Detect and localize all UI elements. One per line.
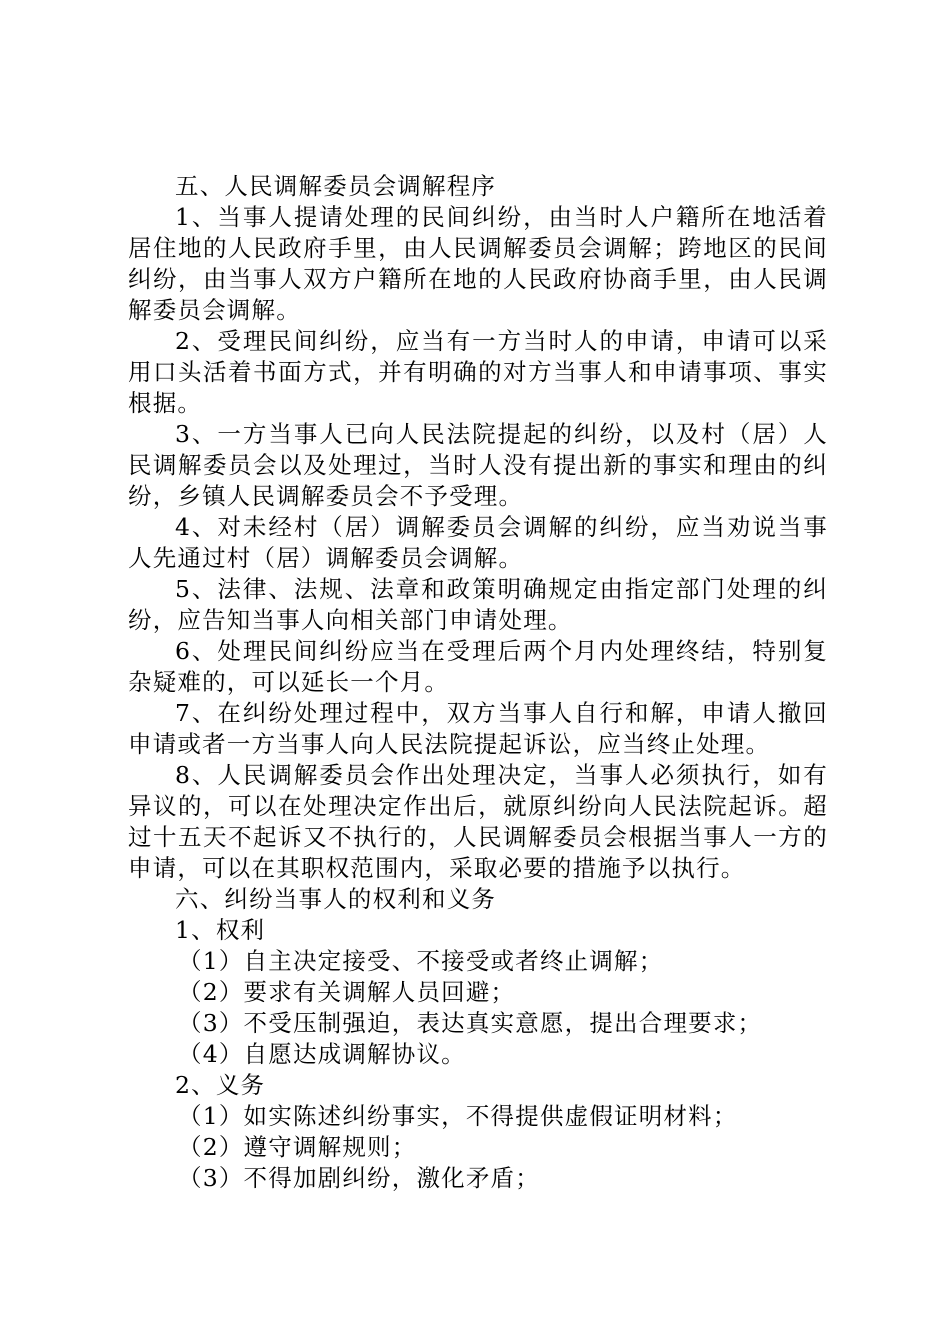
procedure-item-7: 7、在纠纷处理过程中，双方当事人自行和解，申请人撤回申请或者一方当事人向人民法院提起诉讼，应当终止处理。 [128, 699, 828, 758]
rights-item-1: （1）自主决定接受、不接受或者终止调解； [178, 947, 664, 975]
procedure-item-8: 8、人民调解委员会作出处理决定，当事人必须执行，如有异议的，可以在处理决定作出后，就原纠纷向人民法院起诉。超过十五天不起诉又不执行的，人民调解委员会根据当事人一方的申请，可以在其职权范围内，采取必要的措施予以执行。 [128, 761, 828, 882]
procedure-item-3: 3、一方当事人已向人民法院提起的纠纷，以及村（居）人民调解委员会以及处理过，当时人没有提出新的事实和理由的纠纷，乡镇人民调解委员会不予受理。 [128, 420, 828, 510]
rights-item-3: （3）不受压制强迫，表达真实意愿，提出合理要求； [178, 1009, 763, 1037]
procedure-item-5: 5、法律、法规、法章和政策明确规定由指定部门处理的纠纷，应告知当事人向相关部门申请处理。 [128, 575, 828, 634]
rights-item-4: （4）自愿达成调解协议。 [178, 1040, 466, 1068]
rights-item-2: （2）要求有关调解人员回避； [178, 978, 516, 1006]
subheading-duties: 2、义务 [175, 1071, 266, 1099]
duties-item-3: （3）不得加剧纠纷，激化矛盾； [178, 1164, 540, 1192]
section-heading-rights-duties: 六、纠纷当事人的权利和义务 [175, 885, 497, 913]
duties-item-2: （2）遵守调解规则； [178, 1133, 417, 1161]
procedure-item-2: 2、受理民间纠纷，应当有一方当时人的申请，申请可以采用口头活着书面方式，并有明确的对方当事人和申请事项、事实根据。 [128, 327, 828, 417]
subheading-rights: 1、权利 [175, 916, 266, 944]
procedure-item-6: 6、处理民间纠纷应当在受理后两个月内处理终结，特别复杂疑难的，可以延长一个月。 [128, 637, 828, 696]
document-page [128, 171, 828, 1194]
procedure-item-4: 4、对未经村（居）调解委员会调解的纠纷，应当劝说当事人先通过村（居）调解委员会调解。 [128, 513, 828, 572]
procedure-item-1: 1、当事人提请处理的民间纠纷，由当时人户籍所在地活着居住地的人民政府手里，由人民调解委员会调解；跨地区的民间纠纷，由当事人双方户籍所在地的人民政府协商手里，由人民调解委员会调解。 [128, 203, 828, 324]
duties-item-1: （1）如实陈述纠纷事实，不得提供虚假证明材料； [178, 1102, 738, 1130]
section-heading-procedure: 五、人民调解委员会调解程序 [175, 172, 497, 200]
